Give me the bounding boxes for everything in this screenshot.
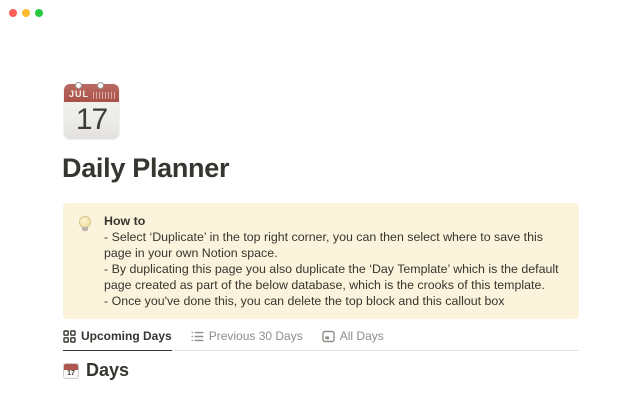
page-title[interactable]: Daily Planner — [62, 153, 230, 183]
window-controls — [9, 9, 43, 17]
calendar-icon-day: 17 — [75, 103, 108, 136]
how-to-callout[interactable] — [63, 203, 579, 319]
tab-previous-30-days[interactable] — [191, 329, 303, 351]
calendar-icon-pin — [97, 82, 104, 89]
gallery-view-icon — [63, 330, 76, 343]
callout-heading: How to — [104, 214, 146, 228]
minimize-window-button[interactable] — [22, 9, 30, 17]
tab-all-days[interactable] — [322, 329, 384, 351]
calendar-view-icon — [322, 330, 335, 343]
tab-upcoming-days[interactable] — [63, 329, 172, 351]
tab-label: All Days — [339, 329, 384, 343]
light-bulb-icon — [79, 216, 91, 232]
days-database-title[interactable]: Days — [86, 360, 130, 380]
close-window-button[interactable] — [9, 9, 17, 17]
callout-icon-column — [76, 213, 94, 309]
callout-line: - Once you've done this, you can delete the top block and this callout box — [104, 294, 505, 308]
days-database-header — [63, 360, 129, 381]
calendar-icon-month: JUL — [69, 89, 90, 99]
days-calendar-icon: 17 — [63, 363, 79, 379]
callout-line: - By duplicating this page you also duplicate the ‘Day Template’ which is the default page created as part of the below database, which is the crooks of this template. — [104, 262, 559, 292]
database-view-tabs — [63, 329, 579, 351]
callout-line: - Select ‘Duplicate’ in the top right corner, you can then select where to save this page in your own Notion space. — [104, 230, 543, 260]
tab-label: Previous 30 Days — [208, 329, 303, 343]
callout-text — [104, 213, 563, 309]
tab-label: Upcoming Days — [81, 329, 172, 343]
calendar-icon-hatch-marks — [93, 92, 115, 99]
calendar-icon-pin — [75, 82, 82, 89]
calendar-icon-header — [64, 84, 119, 102]
page-calendar-icon[interactable] — [64, 84, 119, 138]
maximize-window-button[interactable] — [35, 9, 43, 17]
list-view-icon — [191, 330, 204, 343]
